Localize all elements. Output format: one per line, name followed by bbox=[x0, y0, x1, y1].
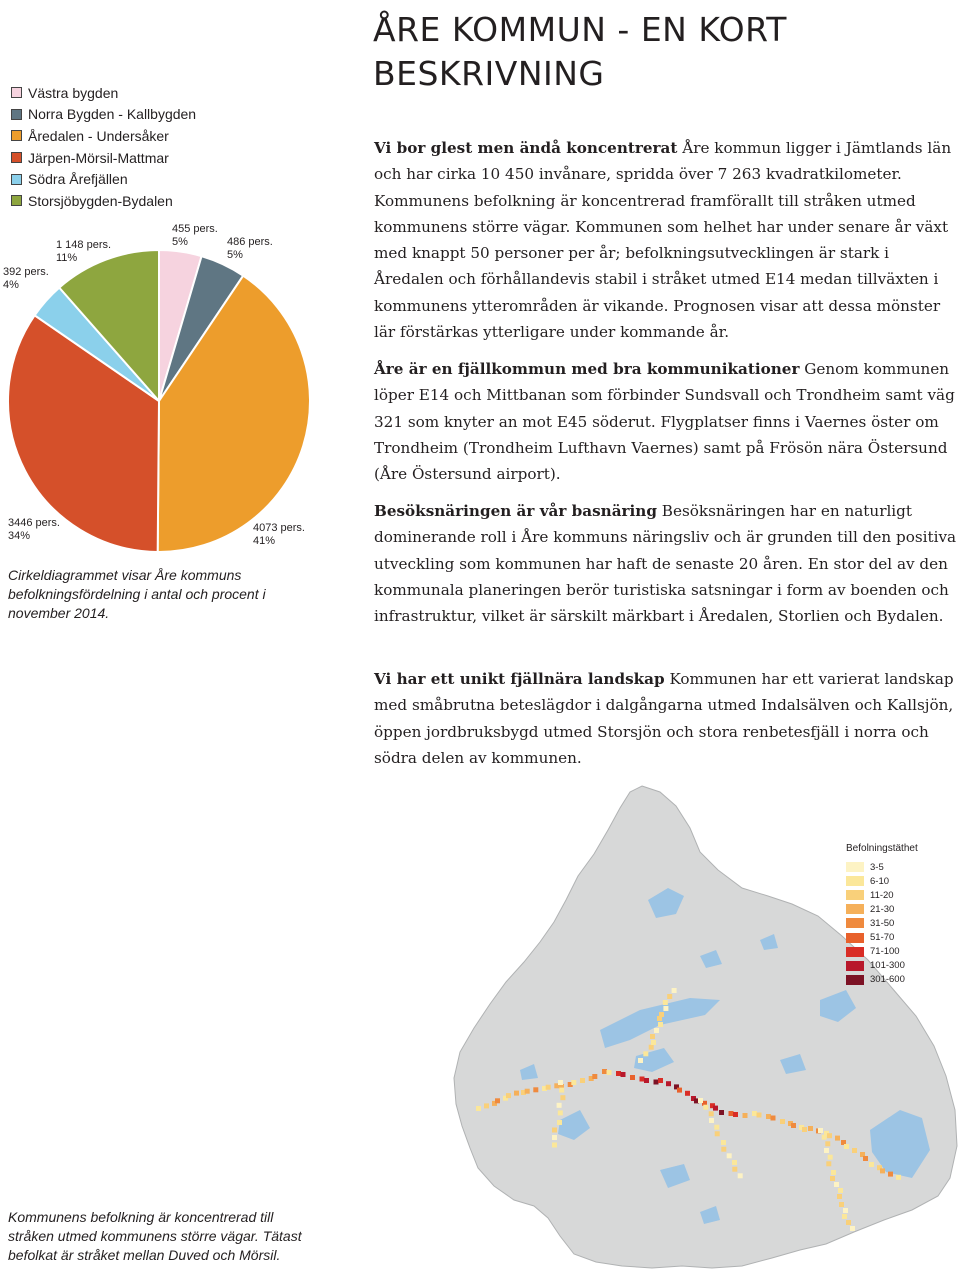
density-cell bbox=[672, 988, 677, 993]
density-cell bbox=[663, 1006, 668, 1011]
density-cell bbox=[638, 1058, 643, 1063]
map-legend-swatch bbox=[846, 947, 864, 957]
density-cell bbox=[558, 1110, 563, 1115]
map-legend-swatch bbox=[846, 933, 864, 943]
map-legend-label: 3-5 bbox=[870, 861, 884, 873]
density-cell bbox=[824, 1148, 829, 1153]
density-cell bbox=[552, 1135, 557, 1140]
density-cell bbox=[825, 1141, 830, 1146]
paragraph-heading: Åre är en fjällkommun med bra kommunikationer bbox=[374, 360, 800, 378]
density-cell bbox=[757, 1113, 762, 1118]
legend-label: Norra Bygden - Kallbygden bbox=[28, 106, 197, 123]
paragraph-heading: Vi bor glest men ändå koncentrerat bbox=[374, 139, 678, 157]
slice-label-storsjobygden bbox=[56, 239, 111, 265]
slice-count: 3446 pers. bbox=[8, 517, 60, 529]
map-legend-item bbox=[846, 973, 918, 987]
map-legend-item bbox=[846, 888, 918, 902]
map-legend-swatch bbox=[846, 862, 864, 872]
density-cell bbox=[495, 1098, 500, 1103]
density-cell bbox=[651, 1040, 656, 1045]
map-legend-label: 101-300 bbox=[870, 960, 905, 972]
paragraph-besoksnaringen bbox=[374, 498, 960, 629]
density-cell bbox=[719, 1110, 724, 1115]
density-cell bbox=[843, 1208, 848, 1213]
slice-count: 4073 pers. bbox=[253, 522, 305, 534]
density-cell bbox=[559, 1088, 564, 1093]
density-cell bbox=[552, 1143, 557, 1148]
density-cell bbox=[835, 1136, 840, 1141]
map-legend-item bbox=[846, 959, 918, 973]
density-cell bbox=[732, 1167, 737, 1172]
map-legend-item bbox=[846, 945, 918, 959]
paragraph-heading: Vi har ett unikt fjällnära landskap bbox=[374, 670, 665, 688]
paragraph-body: Genom kommunen löper E14 och Mittbanan som förbinder Sundsvall och Trondheim samt väg 321 som knyter an mot E45 söderut. Flygplatser finns i Vaernes öster om Trondheim (Trondheim Lufthavn Vaernes) samt på Frösön nära Östersund (Åre Östersund airport). bbox=[374, 360, 955, 484]
density-cell bbox=[514, 1091, 519, 1096]
density-cell bbox=[630, 1075, 635, 1080]
map-legend-title: Befolningstäthet bbox=[846, 843, 918, 854]
density-cell bbox=[476, 1106, 481, 1111]
density-cell bbox=[592, 1074, 597, 1079]
slice-label-sodra-arefjallen bbox=[3, 266, 49, 292]
density-cell bbox=[822, 1135, 827, 1140]
slice-label-norra-bygden bbox=[227, 236, 273, 262]
slice-label-jarpen bbox=[8, 517, 60, 543]
legend-swatch bbox=[11, 109, 22, 120]
density-cell bbox=[880, 1168, 885, 1173]
density-cell bbox=[752, 1111, 757, 1116]
density-cell bbox=[732, 1160, 737, 1165]
density-cell bbox=[869, 1162, 874, 1167]
legend-label: Södra Årefjällen bbox=[28, 171, 128, 188]
slice-pct: 11% bbox=[56, 252, 78, 264]
density-cell bbox=[667, 994, 672, 999]
legend-label: Järpen-Mörsil-Mattmar bbox=[28, 149, 169, 166]
density-cell bbox=[830, 1176, 835, 1181]
density-cell bbox=[818, 1128, 823, 1133]
density-cell bbox=[850, 1226, 855, 1231]
map-legend-swatch bbox=[846, 918, 864, 928]
density-cell bbox=[698, 1098, 703, 1103]
density-cell bbox=[827, 1133, 832, 1138]
density-cell bbox=[826, 1161, 831, 1166]
density-cell bbox=[654, 1080, 659, 1085]
map-legend-item bbox=[846, 930, 918, 944]
map-legend-swatch bbox=[846, 975, 864, 985]
density-cell bbox=[721, 1147, 726, 1152]
map-legend-label: 31-50 bbox=[870, 917, 895, 929]
density-cell bbox=[733, 1112, 738, 1117]
slice-pct: 5% bbox=[227, 249, 243, 261]
density-cell bbox=[580, 1078, 585, 1083]
legend-swatch bbox=[11, 195, 22, 206]
density-cell bbox=[738, 1173, 743, 1178]
density-cell bbox=[709, 1118, 714, 1123]
slice-label-vastra-bygden bbox=[172, 223, 218, 249]
pie-legend bbox=[11, 82, 196, 212]
map-legend-swatch bbox=[846, 961, 864, 971]
legend-label: Storsjöbygden-Bydalen bbox=[28, 192, 173, 209]
paragraph-body: Åre kommun ligger i Jämtlands län och har cirka 10 450 invånare, spridda över 7 263 kvadratkilometer. Kommunens befolkning är koncentrerad framförallt till stråken utmed kommunens större vägar. Kommunen som helhet har under senare år växt med knappt 50 personer per år; befolkningsutvecklingen är stark i Åredalen och förhållandevis stabil i stråket utmed E14 medan tillväxten i kommunens ytterområden är vikande. Prognosen visar att dessa mönster lär förstärkas ytterligare under kommande år. bbox=[374, 139, 952, 342]
legend-swatch bbox=[11, 152, 22, 163]
map-legend-item bbox=[846, 902, 918, 916]
paragraph-heading: Besöksnäringen är vår basnäring bbox=[374, 502, 657, 520]
density-cell bbox=[602, 1069, 607, 1074]
density-cell bbox=[557, 1103, 562, 1108]
density-cell bbox=[560, 1095, 565, 1100]
map-legend-swatch bbox=[846, 876, 864, 886]
density-cell bbox=[685, 1091, 690, 1096]
map-legend-item bbox=[846, 860, 918, 874]
density-cell bbox=[780, 1119, 785, 1124]
map-legend-swatch bbox=[846, 890, 864, 900]
density-cell bbox=[831, 1170, 836, 1175]
density-cell bbox=[571, 1080, 576, 1085]
paragraph-body: Kommunen har ett varierat landskap med småbrutna beteslägdor i dalgångarna utmed Indalsälven och Kallsjön, öppen jordbruksbygd utmed Storsjön och stora renbetesfjäll i norra och södra delen av kommunen. bbox=[374, 670, 954, 767]
density-cell bbox=[552, 1128, 557, 1133]
density-cell bbox=[846, 1220, 851, 1225]
density-cell bbox=[743, 1113, 748, 1118]
density-cell bbox=[896, 1175, 901, 1180]
density-cell bbox=[771, 1116, 776, 1121]
slice-pct: 5% bbox=[172, 236, 188, 248]
density-cell bbox=[616, 1071, 621, 1076]
density-cell bbox=[659, 1012, 664, 1017]
density-cell bbox=[666, 1081, 671, 1086]
map-legend-label: 71-100 bbox=[870, 946, 900, 958]
density-cell bbox=[727, 1153, 732, 1158]
legend-swatch bbox=[11, 130, 22, 141]
slice-pct: 41% bbox=[253, 535, 276, 547]
density-cell bbox=[837, 1194, 842, 1199]
legend-swatch bbox=[11, 174, 22, 185]
density-cell bbox=[715, 1131, 720, 1136]
slice-count: 455 pers. bbox=[172, 223, 218, 235]
slice-pct: 34% bbox=[8, 530, 31, 542]
density-cell bbox=[713, 1106, 718, 1111]
density-cell bbox=[709, 1111, 714, 1116]
density-cell bbox=[650, 1034, 655, 1039]
slice-count: 1 148 pers. bbox=[56, 239, 112, 251]
legend-item-jarpen bbox=[11, 147, 196, 169]
density-cell bbox=[729, 1111, 734, 1116]
legend-item-norra-bygden bbox=[11, 104, 196, 126]
density-cell bbox=[658, 1022, 663, 1027]
density-cell bbox=[828, 1155, 833, 1160]
density-cell bbox=[607, 1070, 612, 1075]
density-cell bbox=[658, 1078, 663, 1083]
density-cell bbox=[834, 1182, 839, 1187]
legend-item-aredalen bbox=[11, 125, 196, 147]
map-legend-label: 11-20 bbox=[870, 889, 894, 901]
legend-swatch bbox=[11, 87, 22, 98]
density-cell bbox=[644, 1078, 649, 1083]
density-cell bbox=[838, 1188, 843, 1193]
density-cell bbox=[558, 1080, 563, 1085]
slice-label-aredalen bbox=[253, 522, 305, 548]
density-cell bbox=[663, 1000, 668, 1005]
map-legend-label: 51-70 bbox=[870, 932, 895, 944]
legend-item-storsjobygden bbox=[11, 190, 196, 212]
density-cell bbox=[863, 1156, 868, 1161]
map-legend-label: 301-600 bbox=[870, 974, 905, 986]
density-cell bbox=[621, 1072, 626, 1077]
density-cell bbox=[533, 1087, 538, 1092]
density-cell bbox=[714, 1125, 719, 1130]
map-legend-swatch bbox=[846, 904, 864, 914]
legend-label: Åredalen - Undersåker bbox=[28, 127, 169, 144]
density-cell bbox=[643, 1051, 648, 1056]
paragraph-kommunikationer bbox=[374, 356, 960, 487]
slice-count: 486 pers. bbox=[227, 236, 273, 248]
map-legend-item bbox=[846, 916, 918, 930]
density-cell bbox=[766, 1114, 771, 1119]
density-cell bbox=[546, 1085, 551, 1090]
density-cell bbox=[654, 1028, 659, 1033]
pie-caption: Cirkeldiagrammet visar Åre kommuns befolkningsfördelning i antal och procent i november 2014. bbox=[8, 567, 266, 621]
map-legend-label: 6-10 bbox=[870, 875, 890, 887]
density-cell bbox=[484, 1103, 489, 1108]
paragraph-koncentrerat bbox=[374, 135, 960, 345]
density-cell bbox=[506, 1093, 511, 1098]
density-cell bbox=[721, 1140, 726, 1145]
density-cell bbox=[649, 1045, 654, 1050]
density-cell bbox=[808, 1126, 813, 1131]
density-cell bbox=[557, 1120, 562, 1125]
paragraph-landskap bbox=[374, 666, 960, 771]
map-legend-label: 21-30 bbox=[870, 903, 895, 915]
density-cell bbox=[852, 1148, 857, 1153]
density-cell bbox=[640, 1077, 645, 1082]
legend-item-vastra-bygden bbox=[11, 82, 196, 104]
map-legend bbox=[846, 843, 918, 987]
density-cell bbox=[802, 1127, 807, 1132]
map-legend-item bbox=[846, 874, 918, 888]
legend-label: Västra bygden bbox=[28, 84, 119, 101]
slice-count: 392 pers. bbox=[3, 266, 49, 278]
density-cell bbox=[888, 1172, 893, 1177]
page-title: ÅRE KOMMUN - EN KORT BESKRIVNING bbox=[373, 10, 787, 93]
density-cell bbox=[791, 1123, 796, 1128]
map-caption: Kommunens befolkning är koncentrerad till stråken utmed kommunens större vägar. Tätast befolkat är stråket mellan Duved och Mörsil. bbox=[8, 1209, 302, 1263]
density-cell bbox=[839, 1202, 844, 1207]
density-cell bbox=[703, 1105, 708, 1110]
slice-pct: 4% bbox=[3, 279, 19, 291]
legend-item-sodra-arefjallen bbox=[11, 168, 196, 190]
density-cell bbox=[677, 1088, 682, 1093]
paragraph-body: Besöksnäringen har en naturligt dominerande roll i Åre kommuns näringsliv och är grunden till den positiva utveckling som kommunen har haft de senaste 20 åren. En stor del av den kommunala planeringen berör turistiska satsningar i form av boenden och infrastruktur, vilket är särskilt märkbart i Åredalen, Storlien och Bydalen. bbox=[374, 502, 957, 626]
density-cell bbox=[525, 1089, 530, 1094]
density-cell bbox=[844, 1144, 849, 1149]
density-cell bbox=[842, 1214, 847, 1219]
